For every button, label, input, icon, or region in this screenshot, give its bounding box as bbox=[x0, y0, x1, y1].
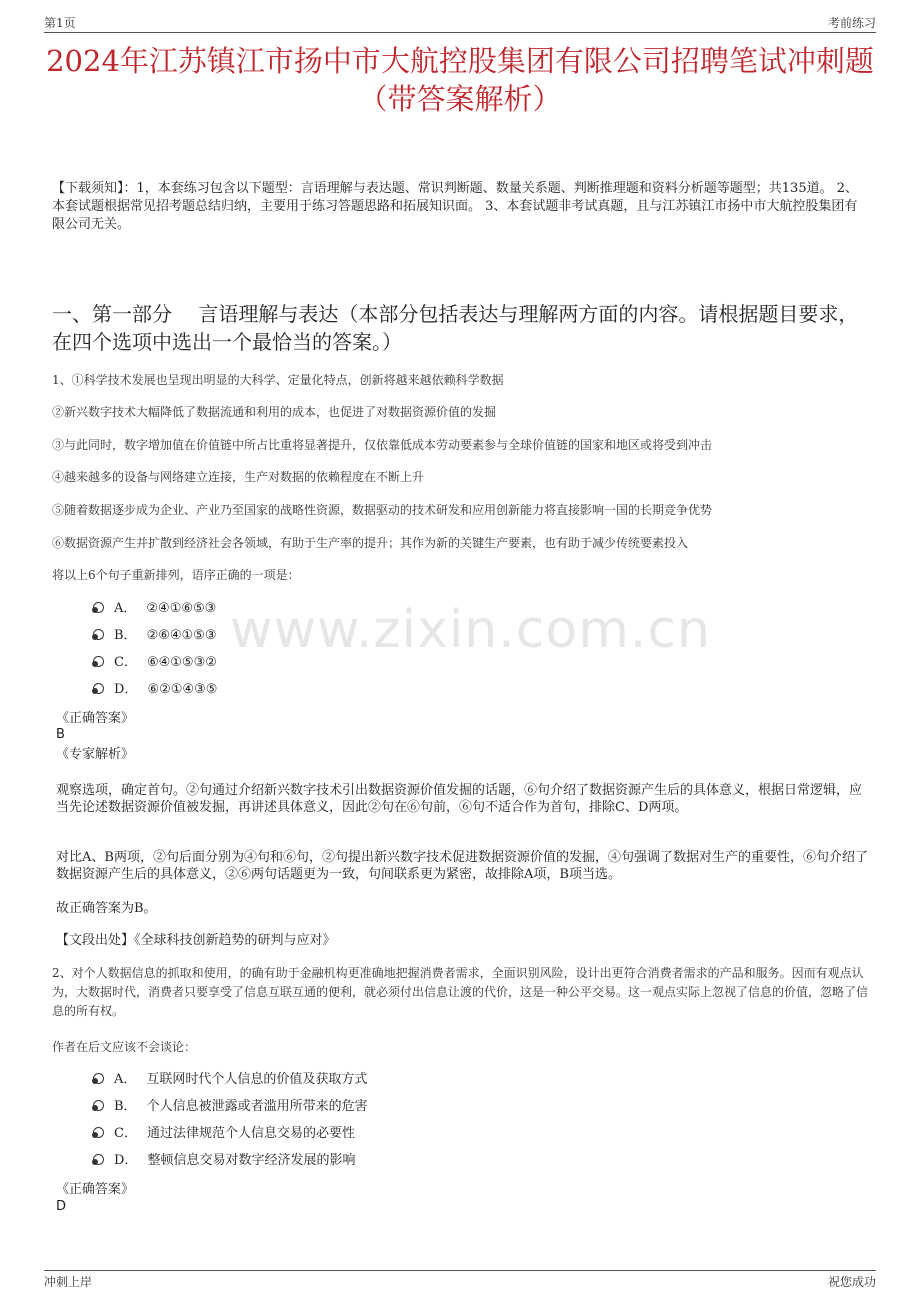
q2-option-c[interactable] bbox=[93, 1125, 355, 1143]
q2-prompt: 作者在后文应该不会谈论： bbox=[52, 1040, 197, 1054]
radio-icon[interactable] bbox=[93, 629, 104, 640]
option-text: ⑥④①⑤③② bbox=[146, 655, 217, 670]
option-text: ⑥②①④③⑤ bbox=[147, 682, 218, 697]
option-text: 个人信息被泄露或者滥用所带来的危害 bbox=[146, 1099, 368, 1114]
q1-sentence-6: ⑥数据资源产生并扩散到经济社会各领域，有助于生产率的提升；其作为新的关键生产要素，也有助于减少传统要素投入 bbox=[52, 536, 689, 550]
q1-option-c[interactable] bbox=[93, 654, 217, 672]
option-letter: C． bbox=[114, 655, 137, 670]
option-text: 通过法律规范个人信息交易的必要性 bbox=[146, 1126, 355, 1141]
radio-icon[interactable] bbox=[93, 1073, 104, 1084]
page-footer bbox=[44, 1270, 876, 1293]
option-letter: B． bbox=[114, 628, 137, 643]
q1-sentence-3: ③与此同时，数字增加值在价值链中所占比重将显著提升，仅依靠低成本劳动要素参与全球价值链的国家和地区或将受到冲击 bbox=[52, 438, 713, 452]
q2-answer-label: 《正确答案》 bbox=[56, 1182, 135, 1197]
radio-icon[interactable] bbox=[93, 683, 104, 694]
watermark: www.zixin.com.cn bbox=[230, 600, 711, 660]
q1-prompt: 将以上6个句子重新排列，语序正确的一项是： bbox=[52, 568, 300, 582]
radio-icon[interactable] bbox=[93, 602, 104, 613]
option-text: ②④①⑥⑤③ bbox=[146, 601, 217, 616]
q1-analysis-label: 《专家解析》 bbox=[56, 747, 135, 762]
q2-option-a[interactable] bbox=[93, 1071, 367, 1089]
option-letter: D． bbox=[114, 1153, 138, 1168]
q1-option-a[interactable] bbox=[93, 600, 216, 618]
option-text: ②⑥④①⑤③ bbox=[146, 628, 217, 643]
download-notice: 【下载须知】：1，本套练习包含以下题型：言语理解与表达题、常识判断题、数量关系题、判断推理题和资料分析题等题型；共135道。 2、本套试题根据常见招考题总结归纳，主要用于练习答题思路和拓展知识面。 3、本套试题非考试真题，且与江苏镇江市扬中市大航控股集团有限公司无关。 bbox=[52, 181, 858, 232]
footer-right-label: 祝您成功 bbox=[827, 1275, 876, 1289]
header-right-label: 考前练习 bbox=[827, 16, 876, 30]
document-title: 2024年江苏镇江市扬中市大航控股集团有限公司招聘笔试冲刺题（带答案解析） bbox=[46, 44, 874, 116]
q1-analysis-paragraph-1: 观察选项，确定首句。②句通过介绍新兴数字技术引出数据资源价值发掘的话题，⑥句介绍了数据资源产生后的具体意义，根据日常逻辑，应当先论述数据资源价值被发掘，再讲述具体意义，因此②句在⑥句前，⑥句不适合作为首句，排除C、D两项。 bbox=[56, 783, 863, 815]
q1-source: 【文段出处】《全球科技创新趋势的研判与应对》 bbox=[56, 933, 336, 948]
option-letter: C． bbox=[114, 1126, 137, 1141]
q1-answer: B bbox=[56, 727, 65, 742]
q2-answer: D bbox=[56, 1199, 67, 1214]
q1-sentence-1: 1、①科学技术发展也呈现出明显的大科学、定量化特点，创新将越来越依赖科学数据 bbox=[52, 373, 504, 387]
q1-option-b[interactable] bbox=[93, 627, 217, 645]
q2-option-d[interactable] bbox=[93, 1152, 355, 1170]
q1-sentence-4: ④越来越多的设备与网络建立连接，生产对数据的依赖程度在不断上升 bbox=[52, 470, 425, 484]
radio-icon[interactable] bbox=[93, 1127, 104, 1138]
q2-stem: 2、对个人数据信息的抓取和使用，的确有助于金融机构更准确地把握消费者需求，全面识别风险，设计出更符合消费者需求的产品和服务。因而有观点认为，大数据时代，消费者只要享受了信息互联互通的便利，就必须付出信息让渡的代价，这是一种公平交易。这一观点实际上忽视了信息的价值，忽略了信息的所有权。 bbox=[52, 966, 869, 1018]
q1-option-d[interactable] bbox=[93, 681, 217, 699]
radio-icon[interactable] bbox=[93, 1100, 104, 1111]
option-letter: B． bbox=[114, 1099, 137, 1114]
q1-analysis-paragraph-2: 对比A、B两项，②句后面分别为④句和⑥句，②句提出新兴数字技术促进数据资源价值的发掘，④句强调了数据对生产的重要性，⑥句介绍了数据资源产生后的具体意义，②⑥两句话题更为一致，句间联系更为紧密，故排除A项，B项当选。 bbox=[56, 850, 868, 882]
q1-sentence-5: ⑤随着数据逐步成为企业、产业乃至国家的战略性资源，数据驱动的技术研发和应用创新能力将直接影响一国的长期竞争优势 bbox=[52, 503, 713, 517]
q2-option-b[interactable] bbox=[93, 1098, 368, 1116]
page-header bbox=[44, 14, 876, 33]
q1-analysis-paragraph-3: 故正确答案为B。 bbox=[56, 901, 157, 916]
radio-icon[interactable] bbox=[93, 1154, 104, 1165]
option-letter: D． bbox=[114, 682, 138, 697]
option-text: 整顿信息交易对数字经济发展的影响 bbox=[147, 1153, 356, 1168]
footer-left-label: 冲刺上岸 bbox=[44, 1275, 93, 1289]
q1-sentence-2: ②新兴数字技术大幅降低了数据流通和利用的成本，也促进了对数据资源价值的发掘 bbox=[52, 405, 497, 419]
radio-icon[interactable] bbox=[93, 656, 104, 667]
option-letter: A． bbox=[114, 601, 137, 616]
q1-answer-label: 《正确答案》 bbox=[56, 711, 135, 726]
section-title: 一、第一部分 言语理解与表达（本部分包括表达与理解两方面的内容。请根据题目要求，在四个选项中选出一个最恰当的答案。） bbox=[52, 302, 859, 354]
option-text: 互联网时代个人信息的价值及获取方式 bbox=[146, 1072, 368, 1087]
option-letter: A． bbox=[114, 1072, 137, 1087]
page-number: 第1页 bbox=[44, 16, 76, 30]
